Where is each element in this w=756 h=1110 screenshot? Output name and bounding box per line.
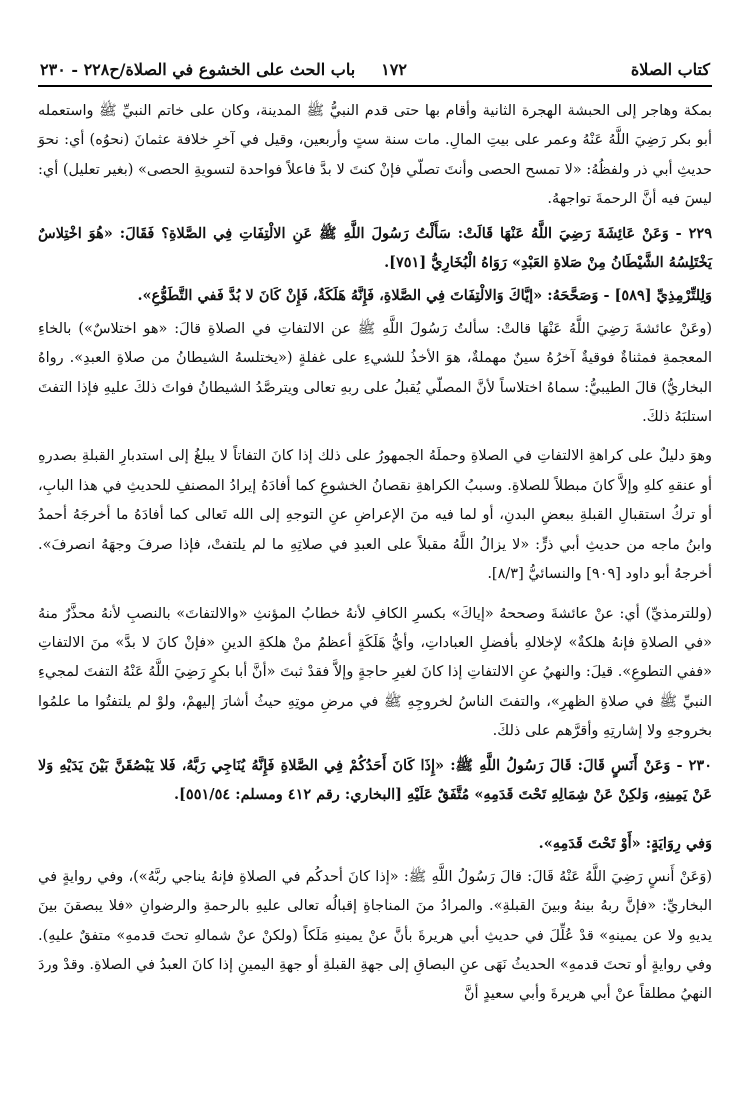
commentary-paragraph: (وعَنْ عائشةَ رَضِيَ اللَّهُ عَنْهَا قالتْ: سألتُ رَسُولَ اللَّهِ ﷺ عن الالتفاتِ في الصلاةِ قالَ: «هو اختلاسٌ») بالخاءِ المعجمةِ فمثناةٌ فوقيةٌ آخرُهُ سينٌ مهملةٌ، هوَ الأخذُ للشيءِ على غفلةٍ («يختلسهُ الشيطانُ من صلاةِ العبدِ». رواهُ البخاريُّ) قالَ الطيبيُّ: سماهُ اختلاساً لأنَّ المصلّي يُقبلُ على ربهِ تعالى ويترصَّدُ الشيطانُ فواتَ ذلكَ عليهِ فإذا التفتَ استلبَهُ ذلكَ. bbox=[38, 320, 712, 426]
header-left-group bbox=[40, 60, 407, 79]
page-number: ١٧٢ bbox=[381, 60, 407, 79]
commentary-paragraph: (وللترمذيِّ) أي: عنْ عائشةَ وصححهُ «إياكَ» بكسرِ الكافِ لأنهُ خطابُ المؤنثِ «والالتفاتَ» بالنصبِ لأنهُ محذَّرٌ منهُ «في الصلاةِ فإنهُ هلكةٌ» لإخلالهِ بأفضلِ العباداتِ، وأيُّ هَلَكَةٍ أعظمُ منْ هلكةِ الدينِ «فإنْ كانَ لا بدَّ» منَ الالتفاتِ «ففي التطوعِ». قيلَ: والنهيُ عنِ الالتفاتِ إذا كانَ لغيرِ حاجةٍ وإلاَّ فقدْ ثبتَ «أنَّ أبا بكرٍ رَضِيَ اللَّهُ عَنْهُ التفتَ لمجيءِ النبيِّ ﷺ في صلاةِ الظهرِ»، والتفتَ الناسُ لخروجِهِ ﷺ في مرضِ موتِهِ حيثُ أشارَ إليهمْ، ولوْ لم يلتفتُوا ما علمُوا بخروجهِ ولا إشارتِهِ وأقرَّهم على ذلكَ. bbox=[38, 605, 712, 740]
commentary-paragraph: بمكة وهاجر إلى الحبشة الهجرة الثانية وأقام بها حتى قدم النبيُّ ﷺ المدينة، وكان على خاتم النبيِّ ﷺ واستعمله أبو بكر رَضِيَ اللَّهُ عَنْهُ وعمر على بيتِ المالِ. مات سنة ستٍ وأربعين، وقيل في آخرِ خلافة عثمانَ (نحوُه) أي: نحوَ حديثِ أبي ذر ولفظُهُ: «لا تمسح الحصى وأنتَ تصلّي فإنْ كنتَ لا بدَّ فاعلاً فواحدة لتسويةِ الحصى» (بغير تعليل) أي: ليسَ فيه أنَّ الرحمةَ تواجههُ. bbox=[38, 103, 712, 208]
commentary-paragraph: (وَعَنْ أَنسٍ رَضِيَ اللَّهُ عَنْهُ قَالَ: قالَ رَسُولُ اللَّهِ ﷺ: «إذا كانَ أحدكُم في الصلاةِ فإنهُ يناجي ربَّهُ»)، وفي روايةٍ في البخاريِّ: «فإنَّ ربهُ بينهُ وبينَ القبلةِ». والمرادُ منَ المناجاةِ إقبالُه تعالى عليهِ بالرحمةِ والرضوانِ «فلا يبصقنَ بينَ يديهِ ولا عن يمينهِ» قدْ عُلِّلَ في حديثِ أبي هريرةَ بأنَّ عنْ يمينهِ مَلَكاً (ولكنْ عنْ شمالهِ تحتَ قدمهِ» متفقٌ عليهِ). وفي روايةٍ أو تحتَ قدمهِ» الحديثُ نَهَى عنِ البصاقِ إلى جهةِ القبلةِ أو جهةِ اليمينِ إذا كانَ العبدُ في الصلاةِ. وقدْ وردَ النهيُ مطلقاً عنْ أبي هريرةَ وأبي سعيدٍ أنَّ bbox=[38, 868, 712, 1003]
hadith-229: ٢٢٩ - وَعَنْ عَائِشَةَ رَضِيَ اللَّهُ عَنْهَا قَالَتْ: سَأَلْتُ رَسُولَ اللَّهِ ﷺ عَنِ الالْتِفَاتِ فِي الصَّلاةِ؟ فَقَالَ: «هُوَ اخْتِلاسٌ يَخْتَلِسُهُ الشَّيْطَانُ مِنْ صَلاةِ العَبْدِ» رَوَاهُ الْبُخَارِيُّ [٧٥١]. bbox=[38, 224, 712, 272]
running-header bbox=[38, 40, 712, 87]
chapter-title: باب الحث على الخشوع في الصلاة/ح٢٢٨ - ٢٣٠ bbox=[40, 60, 356, 79]
body-text bbox=[38, 97, 712, 1010]
commentary-paragraph: وهوَ دليلٌ على كراهةِ الالتفاتِ في الصلاةِ وحملَهُ الجمهورُ على ذلك إذا كانَ التفاتاً لا يبلغُ إلى استدبارِ القبلةِ بصدرهِ أو عنقهِ كلهِ وإلاَّ كانَ مبطلاً للصلاةِ. وسببُ الكراهةِ نقصانُ الخشوعِ كما أفادَهُ إيرادُ المصنفِ للحديثِ في هذا البابِ، أو تركُ استقبالِ القبلةِ ببعضِ البدنِ، أو لما فيه منَ الإعراضِ عنِ التوجهِ إلى الله تَعالى كما أفادَهُ ما أخرجَهُ أحمدُ وابنُ ماجه من حديثِ أبي ذرٍّ: «لا يزالُ اللَّهُ مقبلاً على العبدِ في صلاتِهِ ما لم يلتفتْ، فإذا صرفَ وجهَهُ انصرفَ». أخرجهُ أبو داود [٩٠٩] والنسائيُّ [٨/٣]. bbox=[38, 448, 712, 583]
alternate-narration: وَفي رِوَايَةٍ: «أَوْ تَحْتَ قَدَمِهِ». bbox=[538, 835, 712, 853]
tirmidhi-narration: وَلِلتِّرْمِذِيِّ [٥٨٩] - وَصَحَّحَهُ: «إيَّاكَ وَالالْتِفَاتَ فِي الصَّلاةِ، فَإِنَّهُ هَلَكَةٌ، فَإِنْ كَانَ لا بُدَّ فَفي التَّطَوُّعِ». bbox=[137, 287, 712, 305]
book-title: كتاب الصلاة bbox=[630, 60, 710, 79]
hadith-230: ٢٣٠ - وَعَنْ أَنَسٍ قَالَ: قَالَ رَسُولُ اللَّهِ ﷺ: «إِذَا كَانَ أَحَدُكُمْ فِي الصَّلاةِ فَإِنَّهُ يُنَاجِي رَبَّهُ، فَلا يَبْصُقَنَّ بَيْنَ يَدَيْهِ وَلا عَنْ يَمِينِهِ، وَلكِنْ عَنْ شِمَالِهِ تَحْتَ قَدَمِهِ» مُتَّفَقٌ عَلَيْهِ [البخاري: رقم ٤١٢ ومسلم: ٥٥١/٥٤]. bbox=[38, 756, 712, 803]
